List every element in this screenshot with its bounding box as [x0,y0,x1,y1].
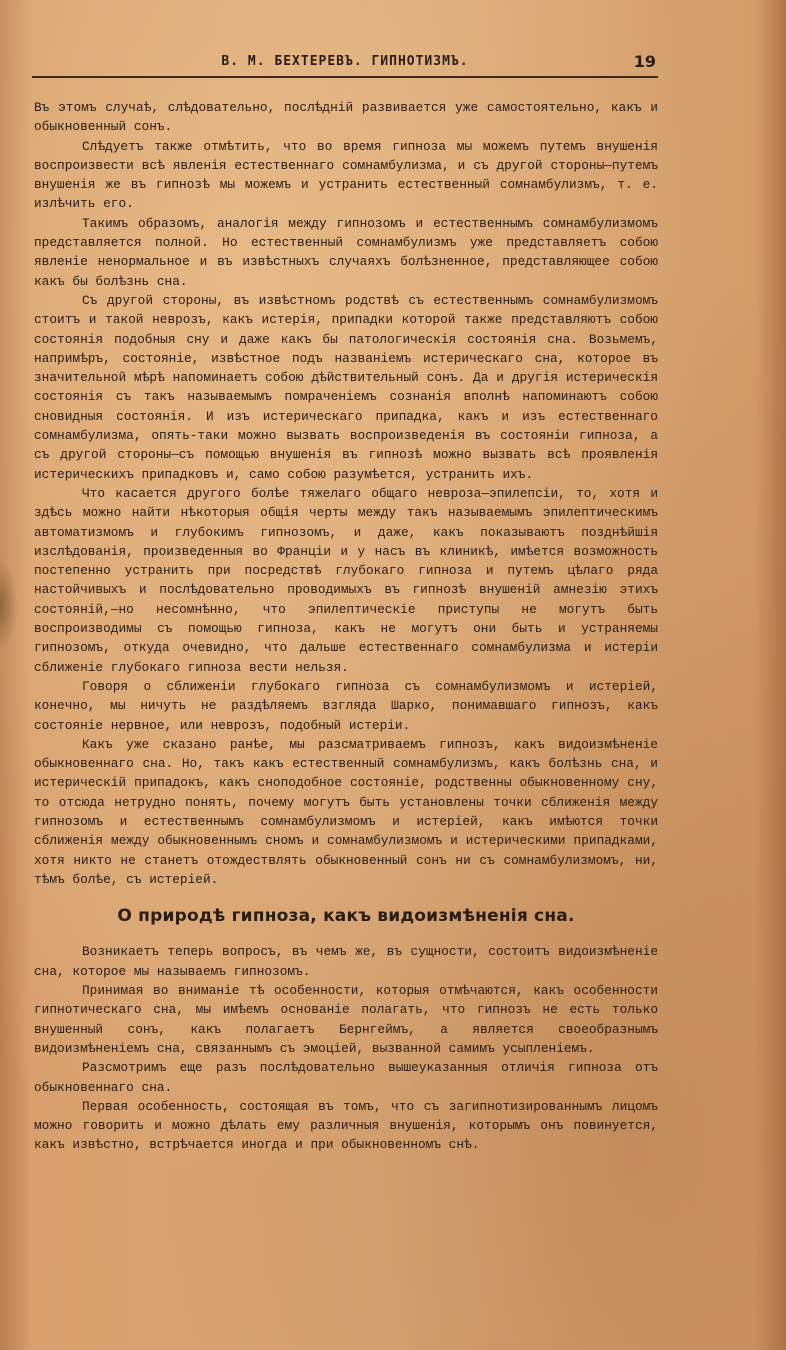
paragraph: Первая особенность, состоящая въ томъ, что съ загипнотизированнымъ лицомъ можно говорить и можно дѣлать ему различныя внушенія, которымъ онъ повинуется, какъ извѣстно, встрѣчается иногда и при обыкновенномъ снѣ. [34,1098,658,1153]
paragraph: Какъ уже сказано ранѣе, мы разсматриваемъ гипнозъ, какъ видоизмѣненіе обыкновеннаго сна. Но, такъ какъ естественный сомнамбулизмъ, какъ болѣзнь сна, и истерическій припадокъ, какъ сноподобное состояніе, родственны обыкновенному сну, то отсюда нетрудно понять, почему могутъ быть установлены точки сближенія между гипнозомъ и естественнымъ сомнамбулизмомъ и истеріей, какъ имѣются точки сближенія между обыкновеннымъ сномъ и сомнамбулизмомъ и истерическими припадками, хотя никто не станетъ отождествлять обыкновенный сонъ ни съ сомнамбулизмомъ, ни, тѣмъ болѣе, съ истеріей. [34,736,658,887]
page-header [32,52,658,78]
running-title: В. М. БЕХТЕРЕВЪ. ГИПНОТИЗМЪ. [221,54,469,69]
paragraph: Такимъ образомъ, аналогія между гипнозомъ и естественнымъ сомнамбулизмомъ представляется полной. Но естественный сомнамбулизмъ уже представляетъ собою явленіе ненормальное и въ извѣстныхъ случаяхъ болѣзненное, представляющее собою какъ бы болѣзнь сна. [34,215,658,289]
paragraph: Слѣдуетъ также отмѣтить, что во время гипноза мы можемъ путемъ внушенія воспроизвести всѣ явленія естественнаго сомнамбулизма, и съ другой стороны—путемъ внушенія же въ гипнозѣ мы можемъ и устранить естественный сомнамбулизмъ, т. е. излѣчить его. [34,138,658,212]
body-text [34,98,658,1155]
paragraph: Принимая во вниманіе тѣ особенности, которыя отмѣчаются, какъ особенности гипнотическаго сна, мы имѣемъ основаніе полагать, что гипнозъ не есть только внушенный сонъ, какъ полагаетъ Бернгеймъ, а является своеобразнымъ видоизмѣненіемъ сна, связаннымъ съ эмоціей, вызванной самимъ усыпленіемъ. [34,983,658,1056]
paragraph: Возникаетъ теперь вопросъ, въ чемъ же, въ сущности, состоитъ видоизмѣненіе сна, которое мы называемъ гипнозомъ. [34,944,658,979]
paragraph: Съ другой стороны, въ извѣстномъ родствѣ съ естественнымъ сомнамбулизмомъ стоитъ и такой неврозъ, какъ истерія, припадки которой также представляютъ собою состоянія подобныя сну и даже какъ бы патологическія состоянія сна. Возьмемъ, напримѣръ, состояніе, извѣстное подъ названіемъ истерическаго сна, которое въ значительной мѣрѣ напоминаетъ собою дѣйствительный сонъ. Да и другія истерическія состоянія съ такъ называемымъ помраченіемъ сознанія вполнѣ напоминаютъ собою сновидныя состоянія. И изъ истерическаго припадка, какъ и изъ естественнаго сомнамбулизма, опять-таки можно вызвать воспроизведенія въ состояніи гипноза, а съ другой стороны—съ помощью внушенія въ гипнозѣ можно вызвать всѣ проявленія истерическихъ припадковъ и, само собою разумѣется, устранить ихъ. [34,292,658,482]
paragraph: Говоря о сближеніи глубокаго гипноза съ сомнамбулизмомъ и истеріей, конечно, мы ничуть не раздѣляемъ взгляда Шарко, понимавшаго гипнозъ, какъ состояніе нервное, или неврозъ, подобный истеріи. [34,678,658,733]
paragraph: Въ этомъ случаѣ, слѣдовательно, послѣдній развивается уже самостоятельно, какъ и обыкновенный сонъ. [34,100,658,135]
paragraph: Разсмотримъ еще разъ послѣдовательно вышеуказанныя отличія гипноза отъ обыкновеннаго сна. [34,1060,658,1095]
paragraph: Что касается другого болѣе тяжелаго общаго невроза—эпилепсіи, то, хотя и здѣсь можно найти нѣкоторыя общія черты между такъ называемымъ эпилептическимъ автоматизмомъ и глубокимъ гипнозомъ, и даже, какъ показываютъ позднѣйшія изслѣдованія, произведенныя во Франціи и у насъ въ клиникѣ, имѣется возможность постепенно устранить при посредствѣ глубокаго гипноза и путемъ цѣлаго ряда настойчивыхъ и послѣдовательно проводимыхъ въ гипнозѣ внушеній амнезію этихъ состояній,—но несомнѣнно, что эпилептическіе приступы не могутъ быть воспроизводимы съ помощью гипноза, какъ не могутъ они быть и устраняемы гипнозомъ, откуда очевидно, что дальше естественнаго сомнамбулизма и истеріи сближеніе глубокаго гипноза вести нельзя. [34,485,658,675]
paper-stain [0,560,18,650]
section-heading: О природѣ гипноза, какъ видоизмѣненія сна. [117,906,575,927]
page-number: 19 [633,52,656,71]
